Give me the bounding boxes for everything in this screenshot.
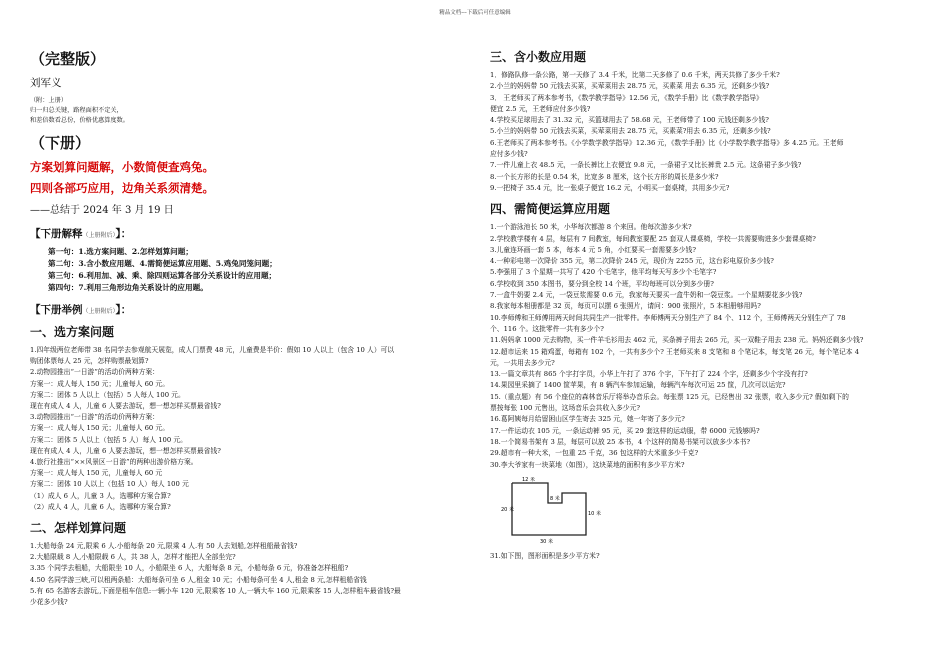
label-bottom: 30 米 — [540, 538, 553, 545]
problem-line: 30.李大爷家有一块菜地（如图），这块菜地的面积有多少平方米? — [490, 460, 685, 469]
section-3-title: 三、含小数应用题 — [490, 50, 587, 64]
problem-line: 2.学校教学楼有 4 层，每层有 7 间教室，每间教室要配 25 套双人课桌椅，学校一共需要购进多少套课桌椅? — [490, 234, 816, 243]
appendix-note: （附：上册） — [30, 97, 68, 104]
explanation-line: 第二句：3.含小数应用题、4.需简便运算应用题、5.鸡兔同笼问题； — [48, 259, 277, 268]
problem-line: 8.一个长方形的长是 0.54 米，比宽多 8 厘米，这个长方形的周长是多少米? — [490, 172, 719, 181]
problem-line: 现在有成人 4 人，儿童 6 人要去游玩，想一想怎样买票最省钱? — [30, 446, 221, 455]
label-right: 10 米 — [588, 510, 601, 517]
problem-line: 7.一盒牛奶要 2.4 元，一袋豆浆需要 0.6 元，我家每天要买一盒牛奶和一袋豆浆。一个星期要花多少钱? — [490, 291, 803, 300]
vegetable-plot-diagram — [500, 477, 620, 547]
section-1-body — [30, 345, 475, 513]
problem-line: 11.妈妈拿 1000 元去购物，买一件羊毛衫用去 462 元，买条裤子用去 265 元，买一双鞋子用去 238 元。妈妈还剩多少钱? — [490, 336, 864, 345]
problem-line: 15.（重点题）有 56 个座位的森林音乐厅将举办音乐会。每张票 125 元，已经售出 32 张票，收入多少元? 假如剩下的 — [490, 392, 849, 401]
examples-heading-note: （上册附后） — [82, 308, 116, 315]
problem-line: 购团体票每人 25 元，怎样购票最划算? — [30, 357, 149, 366]
problem-line: 7.一件儿童上衣 48.5 元，一条长裤比上衣便宜 9.8 元，一条裙子又比长裤贵 2.5 元。这条裙子多少钱? — [490, 161, 802, 170]
label-top: 12 米 — [522, 476, 535, 483]
problem-line: 3.儿童连环画一套 5 本，每本 4 元 5 角，小红要买一套需要多少钱? — [490, 245, 696, 254]
problem-line: 方案二：团体 5 人以上（包括）5 人每人 100 元。 — [30, 390, 185, 399]
problem-line: 14.果园里采摘了 1400 筐苹果，有 8 辆汽车参加运输，每辆汽车每次可运 25 筐，几次可以运完? — [490, 381, 786, 390]
section-1-title: 一、选方案问题 — [30, 325, 115, 339]
problem-line: 4.50 名同学游三峡,可以租两条船：大船每条可坐 6 人,租金 10 元；小船每条可坐 4 人,租金 8 元,怎样租船省钱 — [30, 575, 367, 584]
problem-line: 3.35 个同学去租船，大船限坐 10 人，小船限坐 6 人，大船每条 8 元，小船每条 6 元，你准备怎样租船? — [30, 564, 349, 573]
problem-line: 13.一篇文章共有 865 个字打字员，小华上午打了 376 个字，下午打了 224 个字，还剩多少个字没有打? — [490, 370, 808, 379]
problem-line: 方案一：成人每人 150 元；儿童每人 60 元。 — [30, 424, 170, 433]
problem-line: 2.大船限载 8 人,小船限载 6 人，共 38 人，怎样才能把人全部坐完? — [30, 553, 236, 562]
section-4-title: 四、需简便运算应用题 — [490, 202, 611, 217]
poem-line-2: 和差倍数看总份，价格优惠算度数。 — [30, 117, 129, 124]
author-name: 刘军义 — [30, 77, 62, 89]
problem-line: 元，一共用去多少元? — [490, 358, 555, 367]
explanation-line: 第四句：7.利用三角形边角关系设计的应用题。 — [48, 283, 208, 292]
problem-line: 9.一把椅子 35.4 元，比一张桌子便宜 16.2 元，小明买一套桌椅，共用多少元? — [490, 183, 730, 192]
problem-line: 2.动物园推出“一日游”的活动价两种方案： — [30, 368, 159, 377]
xiace-title: （下册） — [30, 134, 91, 152]
problem-line: 5.李强用了 3 个星期一共写了 420 个毛笔字，他平均每天写多少个毛笔字? — [490, 268, 717, 277]
problem-line: 3.动物园推出“一日游”的活动价两种方案： — [30, 413, 159, 422]
explanation-heading-end: 】： — [115, 228, 132, 240]
problem-line: 8.我家每本相册都是 32 页，每页可以摆 6 张照片，请问：900 张照片，5 本相册够用吗? — [490, 302, 761, 311]
explanation-heading — [30, 226, 475, 241]
problem-line: 1．修路队修一条公路，第一天修了 3.4 千米，比第二天多修了 0.6 千米，两天共修了多少千米? — [490, 71, 780, 79]
problem-line: 16.葛阿姨每月给留困山区学生寄去 325 元，她一年寄了多少元? — [490, 415, 685, 424]
problem-line: 2.小兰的妈妈带 50 元钱去买菜，买荤菜用去 28.75 元，买素菜 用去 6.35 元，还剩多少钱? — [490, 82, 770, 91]
label-mid: 8 米 — [550, 495, 560, 502]
section-2-title: 二、怎样划算问题 — [30, 521, 127, 536]
problem-line: 方案一：成人每人 150 元，儿童每人 60 元 — [30, 469, 163, 478]
explanation-line: 第一句：1.选方案问题、2.怎样划算问题； — [48, 247, 193, 256]
problem-line: 18.一个简易书架有 3 层，每层可以放 25 本书，4 个这样的简易书架可以放多少本书? — [490, 437, 751, 446]
problem-line: 1.四年级两位老师带 38 名同学去参观航天展览，成人门票费 48 元，儿童费是半价：假如 10 人以上（包含 10 人）可以 — [30, 346, 395, 354]
problem-line: 少花多少钱? — [30, 598, 68, 607]
problem-line: 6.学校收到 350 本图书，要分到全校 14 个班，平均每班可以分到多少册? — [490, 279, 714, 288]
problem-line: 4.一种彩电第一次降价 355 元，第二次降价 245 元，现价为 2255 元，这台彩电原价多少钱? — [490, 257, 774, 266]
examples-heading — [30, 302, 475, 317]
problem-line: 17.一件运动衣 105 元，一条运动裤 95 元，买 29 套这样的运动服，带 6000 元钱够吗? — [490, 426, 760, 435]
problem-line: 4.旅行社推出“××风景区一日游”的两种出游价格方案。 — [30, 458, 198, 467]
poem-line-1: 归一归总关键，路程面积不定关， — [30, 107, 123, 114]
label-left: 20 米 — [501, 506, 514, 513]
section-4-body — [490, 222, 930, 471]
problem-line: 方案一：成人每人 150 元；儿童每人 60 元。 — [30, 379, 170, 388]
problem-line: 票按每张 100 元售出，这场音乐会共收入多少元? — [490, 404, 641, 413]
right-column — [490, 48, 930, 562]
problem-line: 现在有成人 4 人，儿童 6 人要去游玩，想一想怎样买票最省钱? — [30, 402, 221, 411]
problem-line: 4.学校买足球用去了 31.32 元，买篮球用去了 58.68 元，王老师带了 100 元钱还剩多少钱? — [490, 116, 769, 125]
problem-line: 6.王老师买了两本参考书。《小学数学教学指导》12.36 元，《数学手册》比《小学数学教学指导》多 4.25 元。王老师 — [490, 138, 844, 147]
explanation-line: 第三句：6.利用加、减、乘、除四则运算各部分关系设计的应用题； — [48, 271, 277, 280]
problem-line: 5.小兰的妈妈带 50 元钱去买菜，买荤菜用去 28.75 元，买素菜?用去 6.35 元，还剩多少钱? — [490, 127, 771, 136]
section-2-body — [30, 541, 475, 608]
problem-line: 方案二：团体 5 人以上（包括 5 人）每人 100 元。 — [30, 435, 187, 444]
document-title: （完整版） — [30, 50, 106, 68]
red-verse-1: 方案划算问题解，小数简便查鸡兔。 — [30, 160, 214, 174]
problem-line: （2）成人 4 人，儿童 6 人，选哪种方案合算? — [30, 502, 171, 511]
problem-line: 方案二：团体 10 人以上（包括 10 人）每人 100 元 — [30, 480, 189, 489]
problem-line: 1.大船每条 24 元,限乘 6 人.小船每条 20 元,限乘 4 人.有 50 人去划船,怎样租船最省钱? — [30, 542, 298, 551]
explanation-heading-text: 【下册解释 — [30, 228, 83, 240]
problem-line: 12.超市运来 15 箱鸡蛋，每箱有 102 个，一共有多少个? 王老师买来 8 支笔和 8 个笔记本，每支笔 26 元，每个笔记本 4 — [490, 347, 860, 356]
section-3-body — [490, 70, 930, 194]
explanation-heading-note: （上册附后） — [82, 232, 116, 239]
page-header: 精品文档---下载后可任意编辑 — [439, 10, 511, 16]
summary-date: ——总结于 2024 年 3 月 19 日 — [30, 205, 174, 216]
problem-line: 应付多少钱? — [490, 150, 528, 159]
explanation-list — [30, 246, 475, 294]
problem-line: 1.一个游泳池长 50 米，小华每次都游 8 个来回。他每次游多少米? — [490, 223, 692, 232]
plot-outline — [500, 477, 620, 547]
problem-line: 个、116 个。这批零件一共有多少个? — [490, 324, 604, 333]
examples-heading-text: 【下册举例 — [30, 304, 83, 316]
red-verse-2: 四则各部巧应用，边角关系须清楚。 — [30, 181, 214, 195]
problem-line: 便宜 2.5 元，王老师应付多少钱? — [490, 104, 591, 113]
problem-line: 29.超市有一种大米，一包重 25 千克，36 包这样的大米重多少千克? — [490, 449, 699, 458]
problem-line: 5.有 65 名游客去游玩,,下面是租车信息:一辆小车 120 元,限乘客 10 人,一辆大车 160 元,限乘客 15 人,怎样租车最省钱?最 — [30, 586, 401, 595]
examples-heading-end: 】： — [115, 304, 132, 316]
problem-line: 3． 王老师买了两本参考书，《数学教学指导》12.56 元，《数学手册》比《数学教学指导》 — [490, 93, 763, 102]
left-column — [30, 48, 475, 608]
last-problem: 31.如下图，图形面积是多少平方米? — [490, 551, 600, 560]
problem-line: （1）成人 6 人，儿童 3 人，选哪种方案合算? — [30, 491, 171, 500]
problem-line: 10.李师傅和王师傅用两天时间共同生产一批零件。李师傅两天分别生产了 84 个、112 个，王师傅两天分别生产了 78 — [490, 313, 846, 322]
